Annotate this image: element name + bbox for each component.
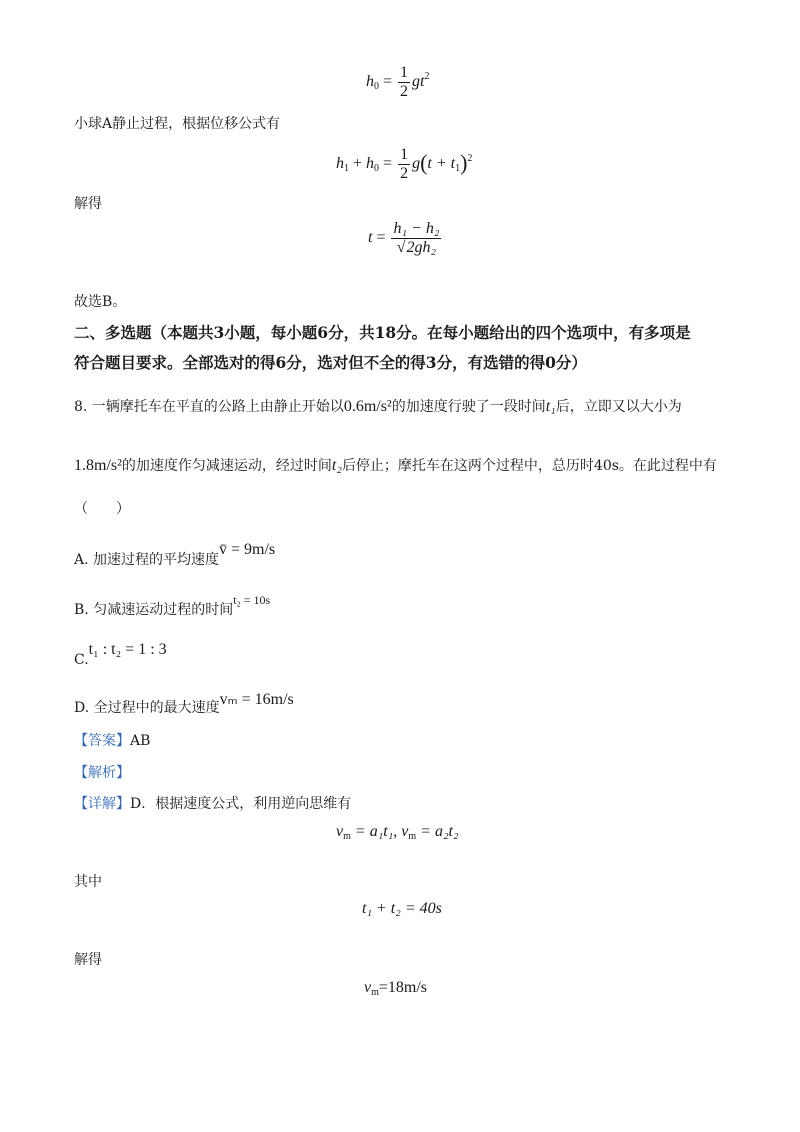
question-8-line-2: 1.8m/s²的加速度作匀减速运动，经过时间t₂后停止；摩托车在这两个过程中，总历时40s。在此过程中有 — [74, 457, 717, 474]
formula-h1-h0: $h_1 + h_0$ = $\frac{1}{2}$ $g(t + t_1)^2$ — [336, 146, 473, 182]
option-c: C.t₁ : t₂ = 1 : 3 — [74, 641, 167, 668]
formula-vm-result: $v_m=18m/s$ — [364, 979, 428, 998]
section-title: 符合题目要求。全部选对的得6分，选对但不全的得3分，有选错的得0分） — [74, 353, 587, 372]
text-line: 小球A静止过程，根据位移公式有 — [74, 116, 281, 132]
option-b: B. 匀减速运动过程的时间t₂ = 10s — [74, 593, 271, 618]
text-line: 故选B。 — [74, 294, 127, 310]
formula-vm-a1t1: $v_m = a_1t_1$, $v_m = a_2t_2$ — [336, 823, 459, 842]
analysis-tag: 【解析】 — [74, 765, 130, 781]
answer-line: 【答案】AB — [74, 733, 151, 749]
option-d: D. 全过程中的最大速度vₘ = 16m/s — [74, 691, 294, 716]
text-line: 其中 — [74, 874, 102, 890]
question-8-paren: （ ） — [74, 501, 130, 517]
formula-t1-t2: t₁ + t₂ = 40s — [362, 900, 442, 917]
question-8-line-1: 8. 一辆摩托车在平直的公路上由静止开始以0.6m/s²的加速度行驶了一段时间t₁后，立即又以大小为 — [74, 398, 682, 415]
detail-line: 【详解】D．根据速度公式，利用逆向思维有 — [74, 796, 352, 812]
text-line: 解得 — [74, 952, 102, 968]
formula-t: t = $\frac{\text{h₁ − h₂}}{\text{√2gh₂}}$ — [368, 220, 440, 256]
option-a: A. 加速过程的平均速度v̄ = 9m/s — [74, 541, 276, 568]
text-line: 解得 — [74, 196, 102, 212]
section-title: 二、多选题（本题共3小题，每小题6分，共18分。在每小题给出的四个选项中，有多项是 — [74, 323, 691, 342]
formula-h0: $h_0$ = $\frac{1}{2}$ $gt^2$ — [366, 64, 430, 100]
